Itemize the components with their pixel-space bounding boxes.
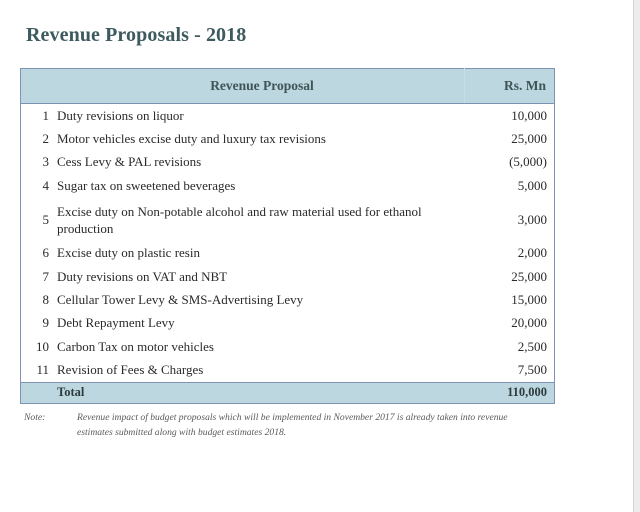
- table-body: [21, 104, 555, 404]
- row-value: 3,000: [517, 211, 547, 227]
- table-row: [21, 288, 555, 311]
- page-edge: [633, 0, 640, 512]
- row-value: (5,000): [509, 154, 547, 170]
- row-description: Cellular Tower Levy & SMS-Advertising Levy: [57, 292, 304, 308]
- row-description: Excise duty on Non-potable alcohol and raw material used for ethanol production: [57, 203, 422, 236]
- row-description: Duty revisions on VAT and NBT: [57, 268, 228, 284]
- total-row: [21, 382, 555, 403]
- row-value: 2,000: [517, 245, 547, 261]
- row-number: 11: [36, 362, 49, 378]
- column-header-rs-mn: Rs. Mn: [465, 69, 555, 104]
- row-number: 9: [42, 315, 49, 331]
- row-description: Cess Levy & PAL revisions: [57, 154, 202, 170]
- table-row: [21, 242, 555, 265]
- footnote: [24, 410, 544, 440]
- table-header-row: [21, 69, 555, 104]
- page-title: Revenue Proposals - 2018: [26, 24, 247, 46]
- row-description: Sugar tax on sweetened beverages: [57, 177, 236, 193]
- table-row: [21, 174, 555, 197]
- table-row: [21, 198, 555, 242]
- table-row: [21, 104, 555, 128]
- table-row: [21, 265, 555, 288]
- row-value: 7,500: [517, 362, 547, 378]
- row-number: 7: [42, 268, 49, 284]
- row-number: 1: [42, 107, 49, 123]
- row-description: Carbon Tax on motor vehicles: [57, 338, 214, 354]
- row-number: 6: [42, 245, 49, 261]
- row-description: Revision of Fees & Charges: [57, 362, 204, 378]
- row-number: 8: [42, 292, 49, 308]
- row-value: 15,000: [511, 292, 547, 308]
- column-header-revenue-proposal: Revenue Proposal: [21, 69, 465, 104]
- note-text: Revenue impact of budget proposals which will be implemented in November 2017 is already taken into revenue estimates submitted along with budget estimates 2018.: [77, 412, 508, 438]
- row-value: 25,000: [511, 268, 547, 284]
- row-value: 5,000: [517, 177, 547, 193]
- note-label: Note:: [24, 412, 46, 423]
- row-number: 5: [42, 211, 49, 227]
- row-number: 10: [36, 338, 49, 354]
- total-spacer: [21, 382, 58, 403]
- row-number: 4: [42, 177, 49, 193]
- total-value: 110,000: [465, 382, 555, 403]
- table-row: [21, 312, 555, 335]
- table-row: [21, 127, 555, 150]
- row-value: 25,000: [511, 131, 547, 147]
- row-description: Debt Repayment Levy: [57, 315, 175, 331]
- row-description: Excise duty on plastic resin: [57, 245, 200, 261]
- row-description: Duty revisions on liquor: [57, 107, 184, 123]
- row-number: 3: [42, 154, 49, 170]
- revenue-proposals-table: [20, 68, 555, 404]
- row-value: 20,000: [511, 315, 547, 331]
- row-value: 2,500: [517, 338, 547, 354]
- row-description: Motor vehicles excise duty and luxury tax revisions: [57, 131, 326, 147]
- total-label: Total: [57, 382, 465, 403]
- table-row: [21, 335, 555, 358]
- table-row: [21, 359, 555, 383]
- row-number: 2: [42, 131, 49, 147]
- row-value: 10,000: [511, 107, 547, 123]
- table-row: [21, 151, 555, 174]
